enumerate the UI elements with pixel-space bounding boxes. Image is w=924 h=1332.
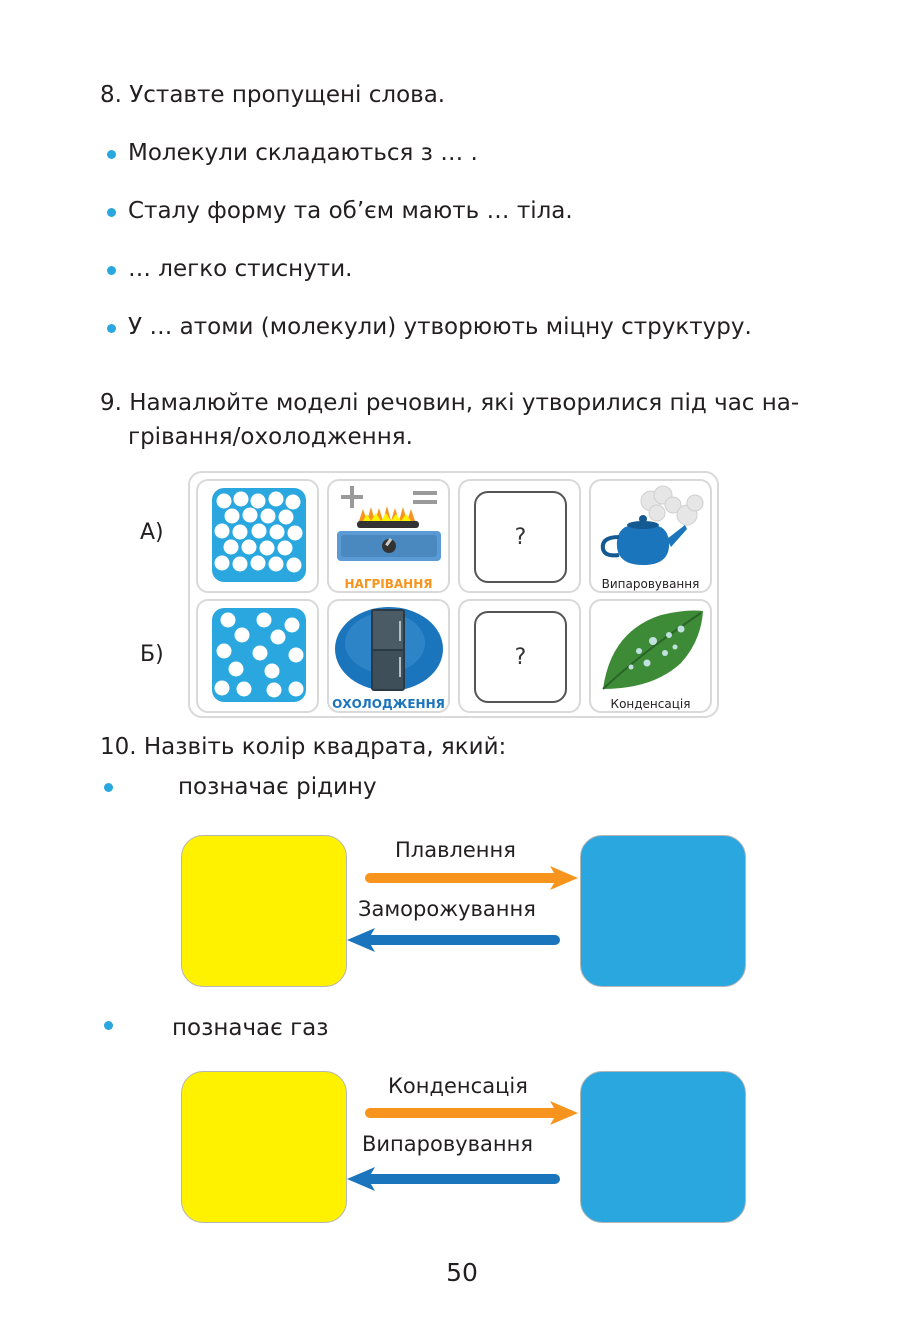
left-arrow-icon [345, 928, 560, 952]
evaporation-label: Випаровування [601, 577, 700, 591]
blue-square-2 [580, 1071, 746, 1223]
bullet-icon [104, 1021, 113, 1030]
q8-title: 8. Уставте пропущені слова. [100, 82, 446, 108]
bullet-icon [104, 783, 113, 792]
heating-cell [327, 479, 450, 593]
blue-square-1 [580, 835, 746, 987]
q9-title-line-1: 9. Намалюйте моделі речовин, які утворилися під час на- [100, 390, 800, 416]
q8-item-4: У … атоми (молекули) утворюють міцну структуру. [128, 314, 752, 340]
answer-box-b[interactable]: ? [474, 611, 567, 703]
evaporation-arrow-label: Випаровування [362, 1132, 533, 1156]
condensation-label: Конденсація [610, 697, 691, 711]
yellow-square-1 [181, 835, 347, 987]
gas-model-cell [196, 599, 319, 713]
row-b-label: Б) [140, 642, 164, 667]
kettle-icon [591, 481, 710, 577]
left-arrow-icon [345, 1167, 560, 1191]
answer-cell-a [458, 479, 581, 593]
right-arrow-icon [365, 1101, 580, 1125]
condensation-arrow-label: Конденсація [388, 1074, 528, 1098]
row-a-label: А) [140, 520, 164, 545]
answer-cell-b [458, 599, 581, 713]
cooling-cell [327, 599, 450, 713]
q10-item-1: позначає рідину [178, 774, 377, 800]
q8-item-2: Сталу форму та об’єм мають … тіла. [128, 198, 573, 224]
yellow-square-2 [181, 1071, 347, 1223]
evaporation-cell [589, 479, 712, 593]
bullet-icon [107, 208, 116, 217]
bullet-icon [107, 324, 116, 333]
matter-states-table [188, 471, 719, 718]
q10-item-2: позначає газ [172, 1015, 329, 1041]
bullet-icon [107, 150, 116, 159]
q10-title: 10. Назвіть колір квадрата, який: [100, 734, 507, 760]
liquid-particles-icon [198, 481, 317, 591]
leaf-with-drops-icon [591, 601, 710, 697]
gas-particles-icon [198, 601, 317, 711]
answer-box-a[interactable]: ? [474, 491, 567, 583]
melting-label: Плавлення [395, 838, 516, 862]
refrigerator-icon [329, 601, 448, 697]
q8-item-1: Молекули складаються з … . [128, 140, 478, 166]
cooling-label: ОХОЛОДЖЕННЯ [332, 697, 445, 711]
page-number: 50 [446, 1258, 478, 1287]
freezing-label: Заморожування [358, 897, 536, 921]
bullet-icon [107, 266, 116, 275]
gas-stove-icon [329, 481, 448, 577]
liquid-model-cell [196, 479, 319, 593]
right-arrow-icon [365, 866, 580, 890]
q9-title-line-2: грівання/охолодження. [128, 424, 413, 450]
condensation-cell [589, 599, 712, 713]
heating-label: НАГРІВАННЯ [344, 577, 433, 591]
q8-item-3: … легко стиснути. [128, 256, 353, 282]
